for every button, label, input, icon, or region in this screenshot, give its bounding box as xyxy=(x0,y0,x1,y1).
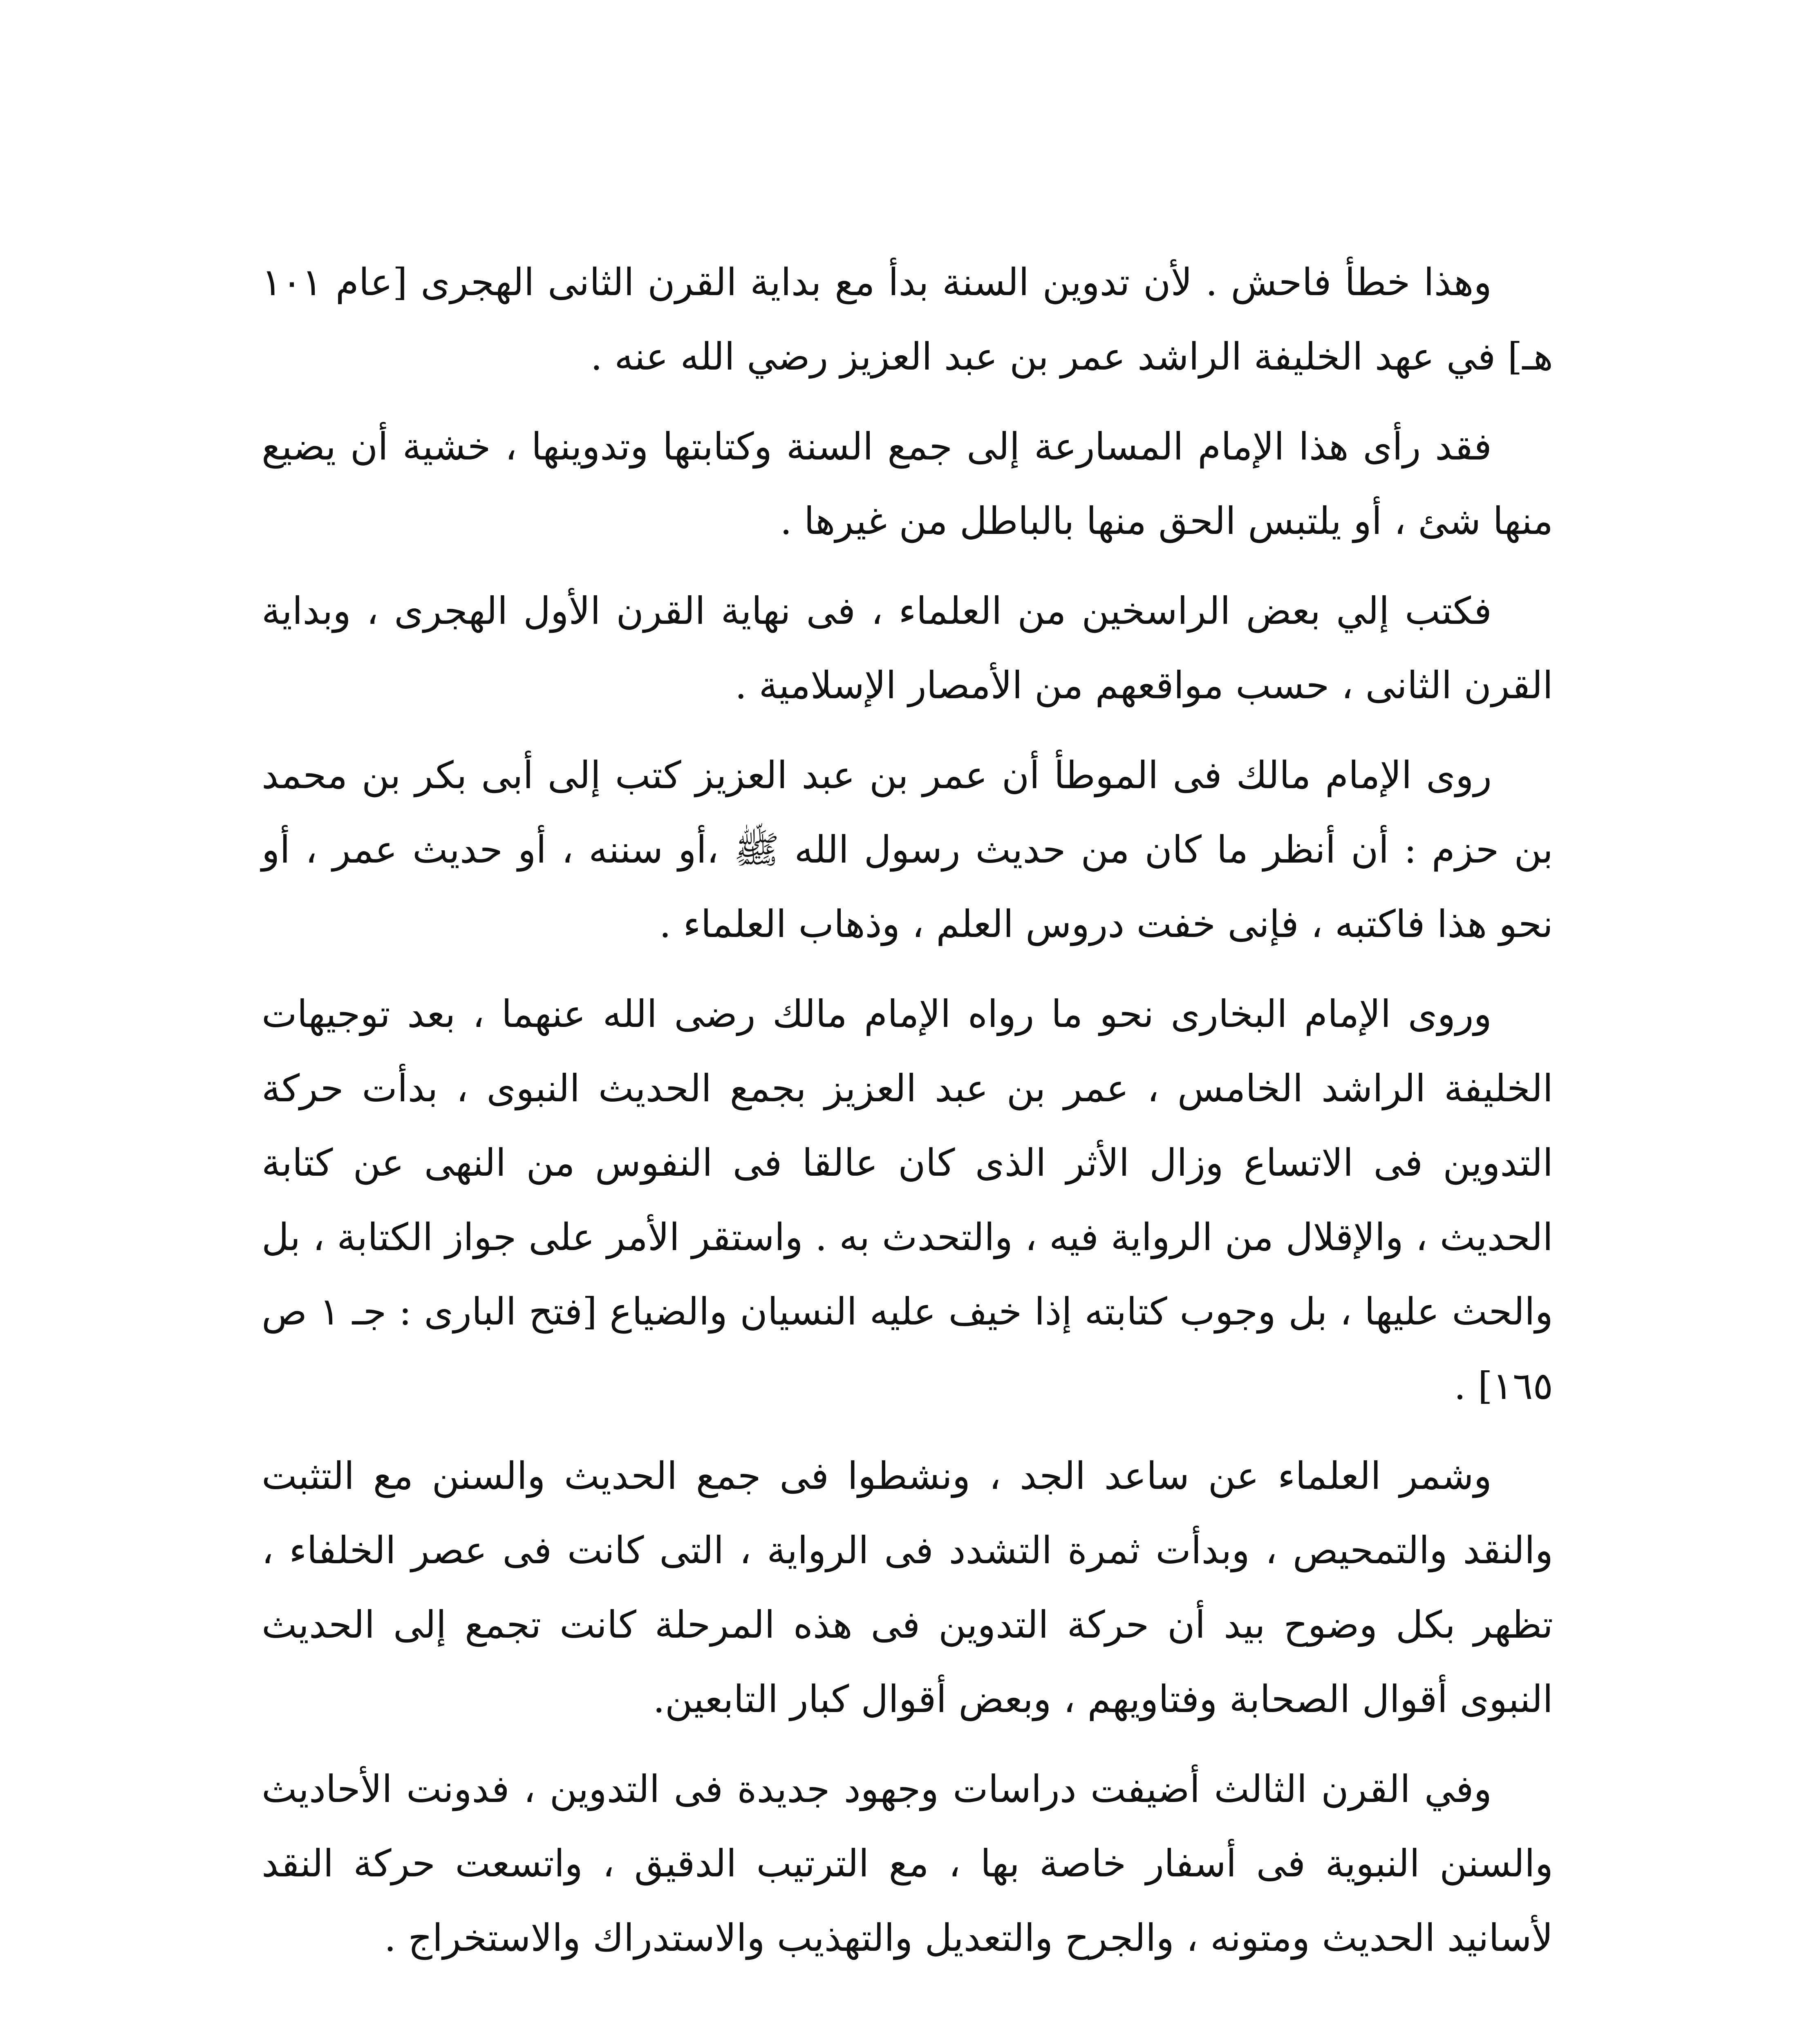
paragraph-3: فكتب إلي بعض الراسخين من العلماء ، فى نهاية القرن الأول الهجرى ، وبداية القرن الثانى ، حسب مواقعهم من الأمصار الإسلامية . xyxy=(262,589,1553,707)
paragraph-6: وشمر العلماء عن ساعد الجد ، ونشطوا فى جمع الحديث والسنن مع التثبت والنقد والتمحيص ، وبدأت ثمرة التشدد فى الرواية ، التى كانت فى عصر الخلفاء ، تظهر بكل وضوح بيد أن حركة التدوين فى هذه المرحلة كانت تجمع إلى الحديث النبوى أقوال الصحابة وفتاويهم ، وبعض أقوال كبار التابعين. xyxy=(262,1454,1553,1721)
paragraph-4: روى الإمام مالك فى الموطأ أن عمر بن عبد العزيز كتب إلى أبى بكر بن محمد بن حزم : أن أنظر ما كان من حديث رسول الله ﷺ ،أو سننه ، أو حديث عمر ، أو نحو هذا فاكتبه ، فإنى خفت دروس العلم ، وذهاب العلماء . xyxy=(262,753,1553,946)
body-text xyxy=(262,245,1553,1991)
paragraph-2: فقد رأى هذا الإمام المسارعة إلى جمع السنة وكتابتها وتدوينها ، خشية أن يضيع منها شئ ، أو يلتبس الحق منها بالباطل من غيرها . xyxy=(262,425,1553,543)
paragraph-5: وروى الإمام البخارى نحو ما رواه الإمام مالك رضى الله عنهما ، بعد توجيهات الخليفة الراشد الخامس ، عمر بن عبد العزيز بجمع الحديث النبوى ، بدأت حركة التدوين فى الاتساع وزال الأثر الذى كان عالقا فى النفوس من النهى عن كتابة الحديث ، والإقلال من الرواية فيه ، والتحدث به . واستقر الأمر على جواز الكتابة ، بل والحث عليها ، بل وجوب كتابته إذا خيف عليه النسيان والضياع [فتح البارى : جـ ١ ص ١٦٥] . xyxy=(262,992,1553,1408)
paragraph-1: وهذا خطأ فاحش . لأن تدوين السنة بدأ مع بداية القرن الثانى الهجرى [عام ١٠١ هـ] في عهد الخليفة الراشد عمر بن عبد العزيز رضي الله عنه . xyxy=(262,260,1553,379)
paragraph-7: وفي القرن الثالث أضيفت دراسات وجهود جديدة فى التدوين ، فدونت الأحاديث والسنن النبوية فى أسفار خاصة بها ، مع الترتيب الدقيق ، واتسعت حركة النقد لأسانيد الحديث ومتونه ، والجرح والتعديل والتهذيب والاستدراك والاستخراج . xyxy=(262,1767,1553,1960)
